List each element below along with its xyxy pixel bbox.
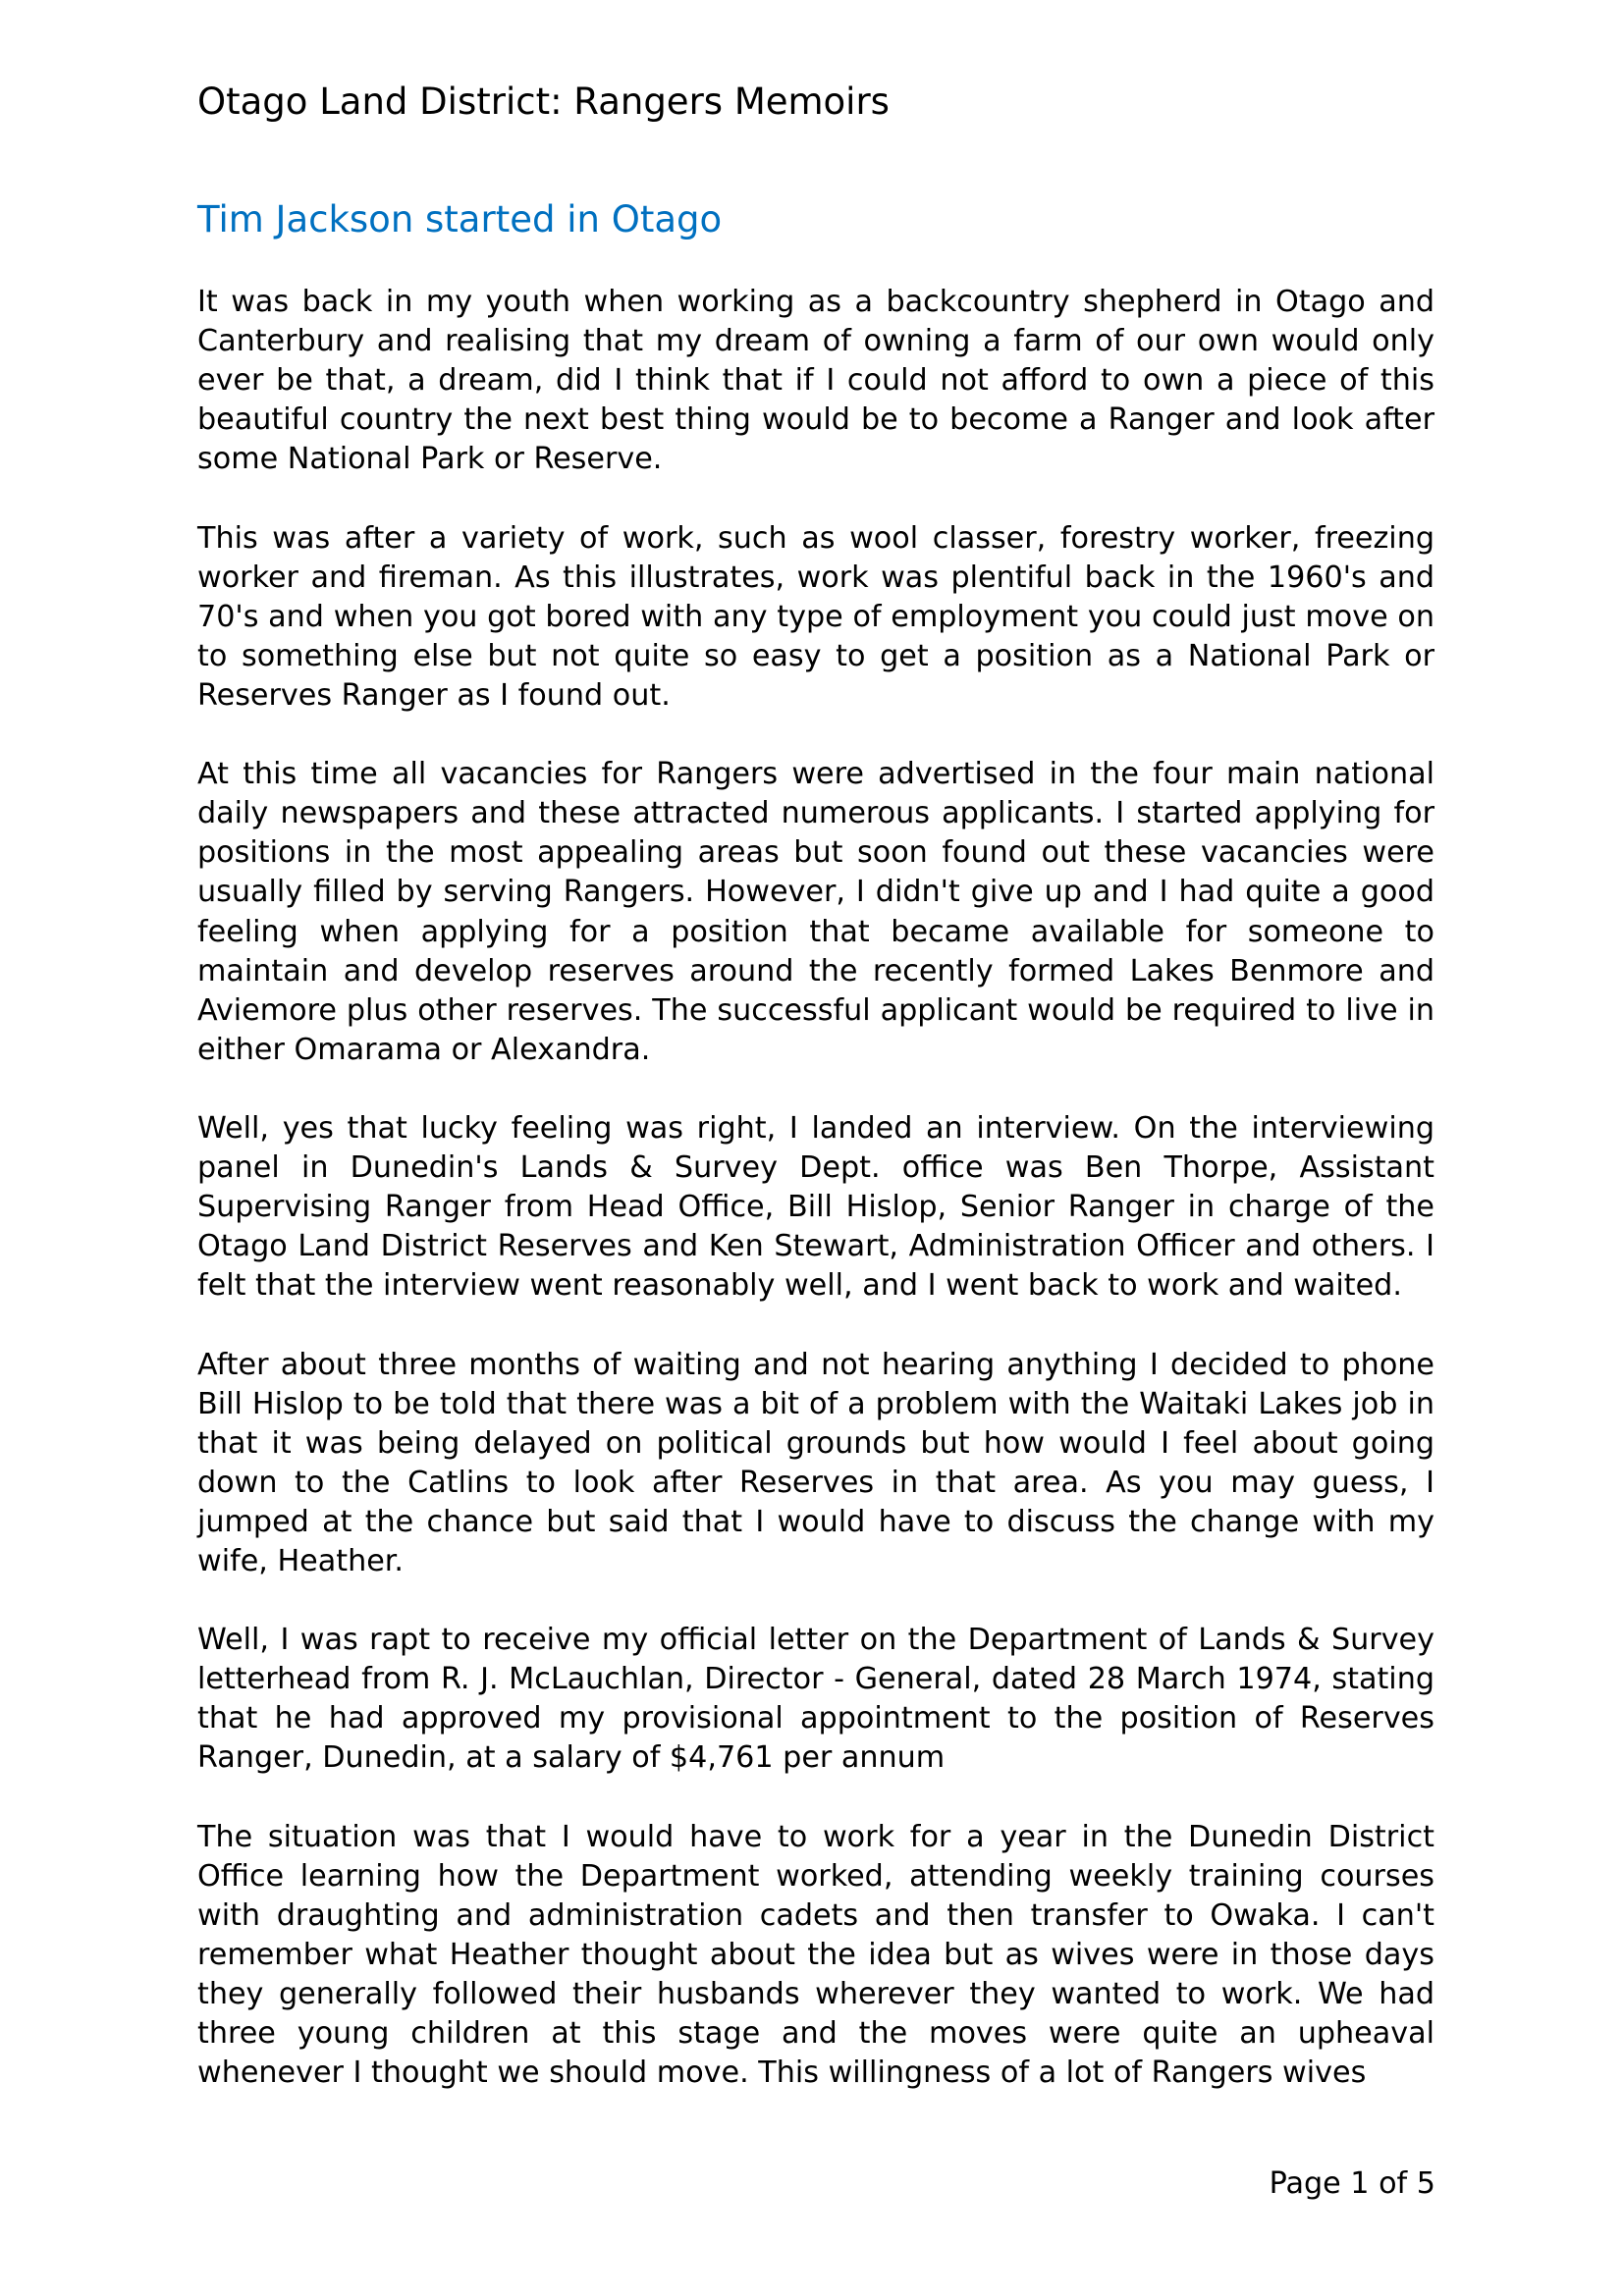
paragraph: Well, yes that lucky feeling was right, I landed an interview. On the interviewing panel in Dunedin's Lands & Survey Dept. office was Ben Thorpe, Assistant Supervising Ranger from Head Office, Bill Hislop, Senior Ranger in charge of the Otago Land District Reserves and Ken Stewart, Administration Officer and others. I felt that the interview went reasonably well, and I went back to work and waited. (197, 1110, 1434, 1304)
paragraph: It was back in my youth when working as a backcountry shepherd in Otago and Canterbury and realising that my dream of owning a farm of our own would only ever be that, a dream, did I think that if I could not afford to own a piece of this beautiful country the next best thing would be to become a Ranger and look after some National Park or Reserve. (197, 285, 1434, 477)
paragraph: After about three months of waiting and not hearing anything I decided to phone Bill Hislop to be told that there was a bit of a problem with the Waitaki Lakes job in that it was being delayed on political grounds but how would I feel about going down to the Catlins to look after Reserves in that area. As you may guess, I jumped at the chance but said that I would have to discuss the change with my wife, Heather. (197, 1347, 1434, 1578)
running-header: Otago Land District: Rangers Memoirs (197, 80, 890, 123)
paragraph: At this time all vacancies for Rangers were advertised in the four main national daily newspapers and these attracted numerous applicants. I started applying for positions in the most appealing areas but soon found out these vacancies were usually filled by serving Rangers. However, I didn't give up and I had quite a good feeling when applying for a position that became available for someone to maintain and develop reserves around the recently formed Lakes Benmore and Aviemore plus other reserves. The successful applicant would be required to live in either Omarama or Alexandra. (197, 757, 1434, 1067)
paragraph: Well, I was rapt to receive my official letter on the Department of Lands & Survey letterhead from R. J. McLauchlan, Director - General, dated 28 March 1974, stating that he had approved my provisional appointment to the position of Reserves Ranger, Dunedin, at a salary of $4,761 per annum (197, 1623, 1434, 1776)
paragraph: This was after a variety of work, such as wool classer, forestry worker, freezing worker and fireman. As this illustrates, work was plentiful back in the 1960's and 70's and when you got bored with any type of employment you could just move on to something else but not quite so easy to get a position as a National Park or Reserves Ranger as I found out. (197, 520, 1434, 713)
page-number: Page 1 of 5 (1269, 2166, 1435, 2201)
article-title: Tim Jackson started in Otago (197, 198, 723, 240)
paragraph: The situation was that I would have to work for a year in the Dunedin District Office learning how the Department worked, attending weekly training courses with draughting and administration cadets and then transfer to Owaka. I can't remember what Heather thought about the idea but as wives were in those days they generally followed their husbands wherever they wanted to work. We had three young children at this stage and the moves were quite an upheaval whenever I thought we should move. This willingness of a lot of Rangers wives (197, 1819, 1434, 2091)
article-body (197, 283, 1434, 2093)
